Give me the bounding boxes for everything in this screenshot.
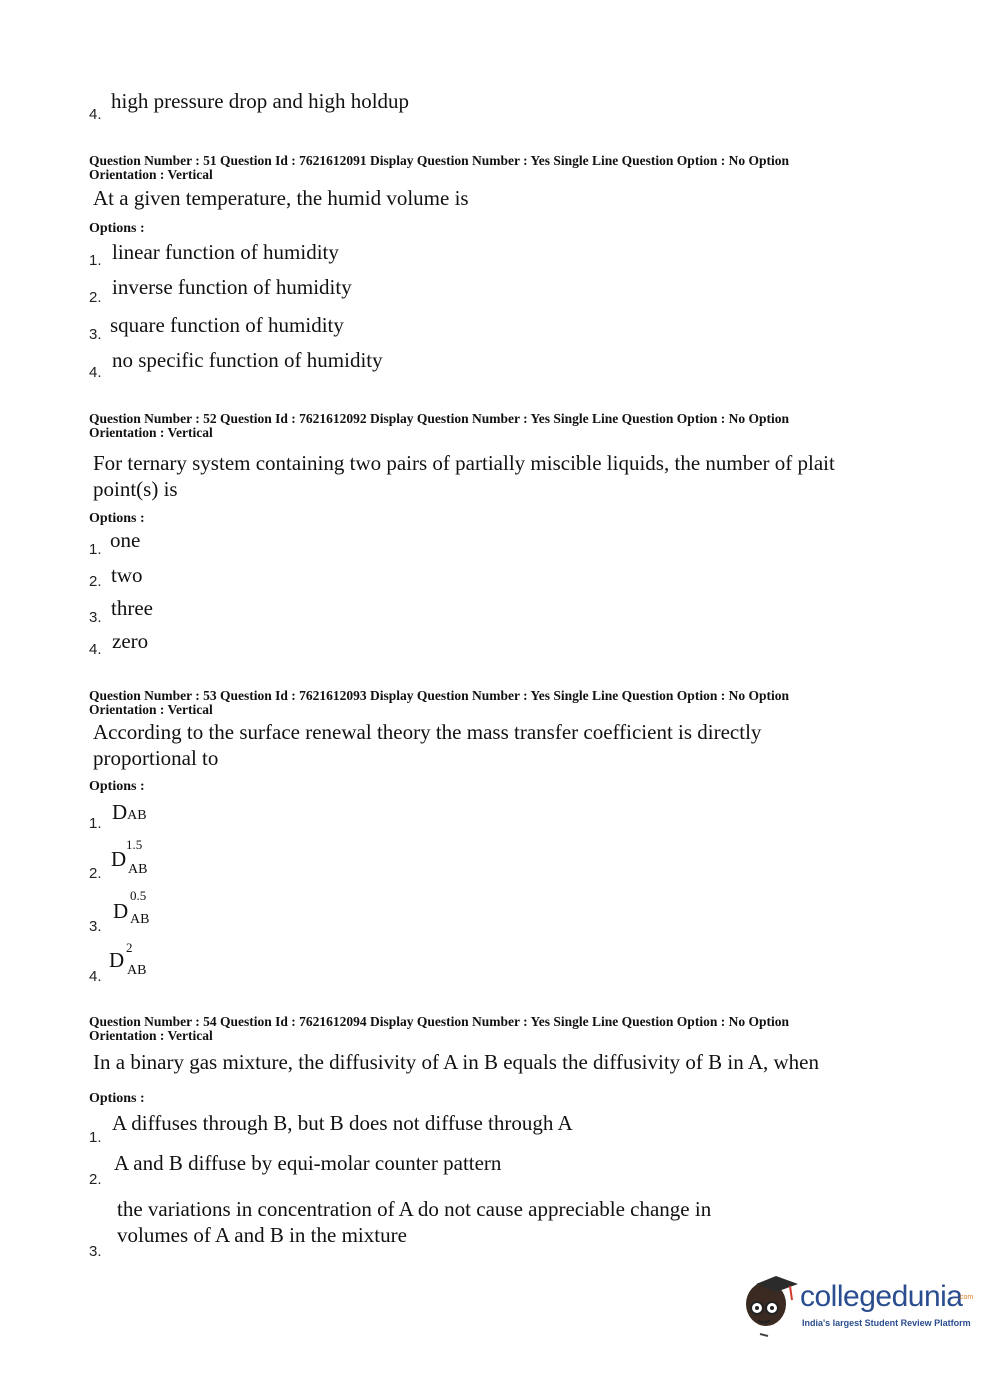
math-subscript: AB xyxy=(130,912,150,927)
option-text: A diffuses through B, but B does not diffuse through A xyxy=(112,1111,573,1135)
logo-wordmark: collegedunia xyxy=(800,1280,963,1313)
option-number: 3. xyxy=(89,326,102,343)
option-text: two xyxy=(111,563,143,587)
math-base: D xyxy=(109,948,125,972)
meta-line: Orientation : Vertical xyxy=(89,167,213,182)
question-text-52 xyxy=(93,450,835,502)
question-text-line: According to the surface renewal theory the mass transfer coefficient is directly xyxy=(93,720,762,744)
option-text: high pressure drop and high holdup xyxy=(111,89,410,113)
options-label: Options : xyxy=(89,511,145,526)
option-text: inverse function of humidity xyxy=(112,275,352,299)
option-text-line: the variations in concentration of A do not cause appreciable change in xyxy=(117,1197,712,1221)
option-number: 3. xyxy=(89,609,102,626)
option-text-line: volumes of A and B in the mixture xyxy=(117,1223,407,1247)
options-label: Options : xyxy=(89,221,145,236)
option-text: zero xyxy=(112,629,149,653)
meta-line: Orientation : Vertical xyxy=(89,1028,213,1043)
question-meta-53 xyxy=(89,689,869,717)
options-label: Options : xyxy=(89,779,145,794)
math-superscript: 2 xyxy=(126,940,133,955)
math-base: D xyxy=(111,847,127,871)
math-superscript: 0.5 xyxy=(130,888,147,903)
option-number: 3. xyxy=(89,918,102,935)
math-expression xyxy=(112,800,147,825)
option-number: 2. xyxy=(89,573,102,590)
math-superscript: 1.5 xyxy=(126,837,143,852)
question-text-line: For ternary system containing two pairs of partially miscible liquids, the number of plait xyxy=(93,451,835,475)
math-subscript: AB xyxy=(127,963,147,978)
question-text-51: At a given temperature, the humid volume is xyxy=(93,186,469,210)
question-text-53 xyxy=(93,719,761,771)
meta-line: Orientation : Vertical xyxy=(89,425,213,440)
option-number: 4. xyxy=(89,106,102,123)
meta-line: Question Number : 53 Question Id : 7621612093 Display Question Number : Yes Single Line Question Option : No Option xyxy=(89,688,789,703)
math-subscript: AB xyxy=(127,808,147,823)
logo-tagline: India's largest Student Review Platform xyxy=(802,1318,971,1328)
question-text-line: point(s) is xyxy=(93,477,178,501)
option-text: one xyxy=(110,528,141,552)
meta-line: Question Number : 52 Question Id : 7621612092 Display Question Number : Yes Single Line Question Option : No Option xyxy=(89,411,789,426)
math-subscript: AB xyxy=(128,862,148,877)
question-meta-54 xyxy=(89,1015,869,1043)
question-meta-52 xyxy=(89,412,869,440)
option-number: 4. xyxy=(89,364,102,381)
question-text-54: In a binary gas mixture, the diffusivity of A in B equals the diffusivity of B in A, when xyxy=(93,1050,819,1074)
math-base: D xyxy=(112,800,128,824)
meta-line: Orientation : Vertical xyxy=(89,702,213,717)
option-text: three xyxy=(111,596,153,620)
option-number: 2. xyxy=(89,289,102,306)
logo-tld: .com xyxy=(958,1294,974,1301)
option-number: 2. xyxy=(89,1171,102,1188)
option-number: 1. xyxy=(89,815,102,832)
question-text-line: proportional to xyxy=(93,746,219,770)
option-text xyxy=(117,1196,711,1248)
options-label: Options : xyxy=(89,1091,145,1106)
option-number: 1. xyxy=(89,1129,102,1146)
option-number: 4. xyxy=(89,968,102,985)
option-number: 1. xyxy=(89,541,102,558)
option-number: 4. xyxy=(89,641,102,658)
option-number: 3. xyxy=(89,1243,102,1260)
option-number: 2. xyxy=(89,865,102,882)
meta-line: Question Number : 54 Question Id : 7621612094 Display Question Number : Yes Single Line Question Option : No Option xyxy=(89,1014,789,1029)
meta-line: Question Number : 51 Question Id : 7621612091 Display Question Number : Yes Single Line Question Option : No Option xyxy=(89,153,789,168)
math-base: D xyxy=(113,899,129,923)
option-text: no specific function of humidity xyxy=(112,348,383,372)
option-number: 1. xyxy=(89,252,102,269)
question-meta-51 xyxy=(89,154,869,182)
option-text: A and B diffuse by equi-molar counter pattern xyxy=(114,1151,502,1175)
mascot-icon xyxy=(742,1270,800,1340)
option-text: square function of humidity xyxy=(110,313,344,337)
option-text: linear function of humidity xyxy=(112,240,339,264)
